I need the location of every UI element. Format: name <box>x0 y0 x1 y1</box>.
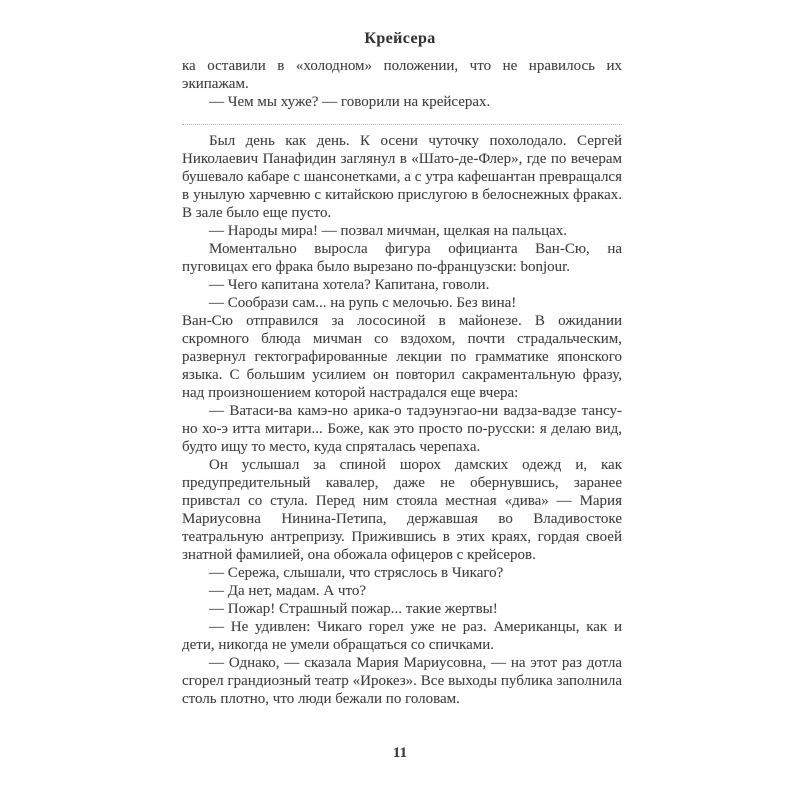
paragraph: — Пожар! Страшный пожар... такие жертвы! <box>209 601 498 617</box>
paragraph: — Не удивлен: Чикаго горел уже не раз. Американцы, как и дети, никогда не умели обращаться со спичками. <box>182 619 622 653</box>
paragraph: ка оставили в «холодном» положении, что не нравилось их экипажам. <box>182 58 622 92</box>
paragraph: — Чего капитана хотела? Капитана, говоли. <box>209 277 490 293</box>
paragraph: Был день как день. К осени чуточку похолодало. Сергей Николаевич Панафидин заглянул в «Шато-де-Флер», где по вечерам бушевало кабаре с шансонетками, а с утра кафешантан превращался в унылую харчевню с китайскою прислугою в белоснежных фраках. В зале было еще пусто. <box>182 133 622 221</box>
paragraph: — Народы мира! — позвал мичман, щелкая на пальцах. <box>209 223 568 239</box>
paragraph: Ван-Сю отправился за лососиной в майонезе. В ожидании скромного блюда мичман со вздохом, почти страдальческим, развернул гектографированные лекции по грамматике японского языка. С большим усилием он повторил сакраментальную фразу, над произношением которой настрадался еще вчера: <box>182 313 622 401</box>
paragraph: — Ватаси-ва камэ-но арика-о тадэунэгао-ни вадза-вадзе тансу-но хо-э итта митари... Боже, как это просто по-русски: я делаю вид, будто ищу то место, куда спряталась черепаха. <box>182 403 622 455</box>
paragraph: — Чем мы хуже? — говорили на крейсерах. <box>209 94 491 110</box>
paragraph: — Сережа, слышали, что стряслось в Чикаго? <box>209 565 504 581</box>
running-head: Крейсера <box>364 30 436 47</box>
paragraph: — Сообрази сам... на рупь с мелочью. Без вина! <box>209 295 517 311</box>
paragraph: — Однако, — сказала Мария Мариусовна, — на этот раз дотла сгорел грандиозный театр «Ирокез». Все выходы публика заполнила столь плотно, что люди бежали по головам. <box>182 655 622 707</box>
paragraph: Моментально выросла фигура официанта Ван-Сю, на пуговицах его фрака было вырезано по-французски: bonjour. <box>182 241 622 275</box>
page-number: 11 <box>392 745 408 761</box>
paragraph: — Да нет, мадам. А что? <box>209 583 366 599</box>
section-separator-dotted-rule <box>182 124 622 125</box>
paragraph: Он услышал за спиной шорох дамских одежд и, как предупредительный кавалер, даже не обернувшись, заранее привстал со стула. Перед ним стояла местная «дива» — Мария Мариусовна Нинина-Петипа, державшая во Владивостоке театральную антрепризу. Прижившись в этих краях, гордая своей знатной фамилией, она обожала офицеров с крейсеров. <box>182 457 622 563</box>
page-text-block <box>182 57 622 708</box>
